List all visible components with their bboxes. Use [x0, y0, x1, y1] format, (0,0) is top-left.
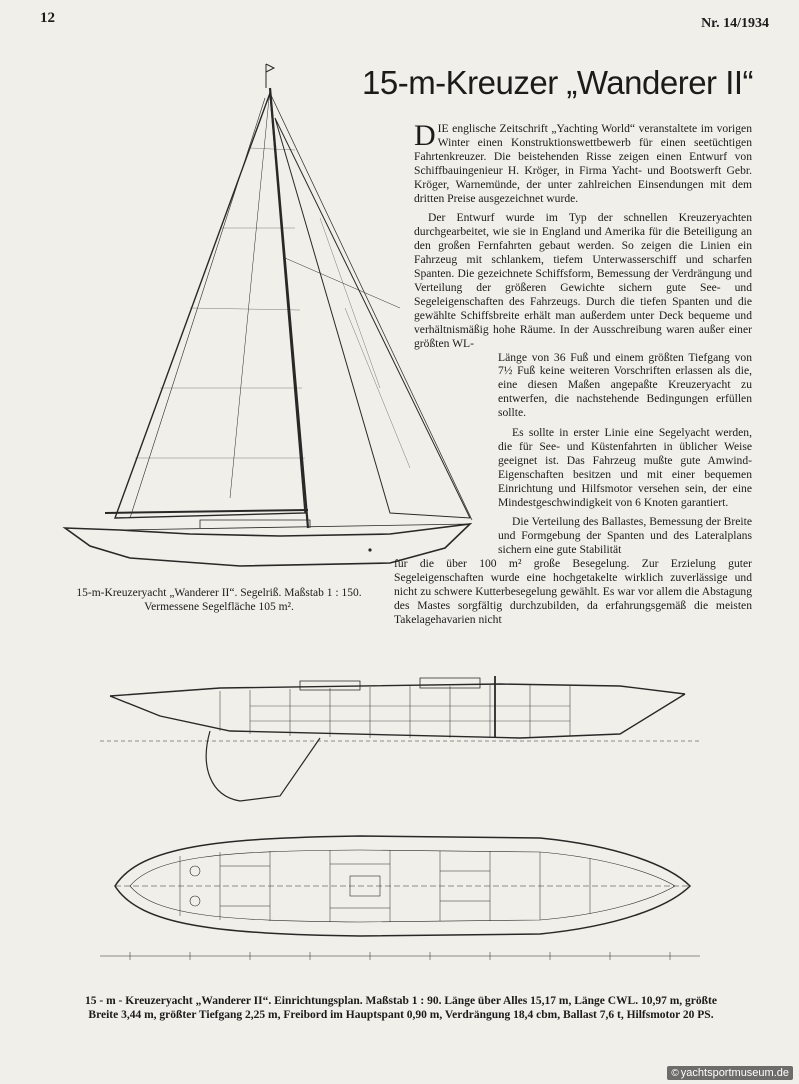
- plan-caption-line-2: Breite 3,44 m, größter Tiefgang 2,25 m, Freibord im Hauptspant 0,90 m, Verdrängung 18,4 cbm, Ballast 7,6 t, Hilfsmotor 20 PS.: [88, 1009, 714, 1021]
- paragraph-4: Die Verteilung des Ballastes, Bemessung der Breite und Formgebung der Spanten und des Lateralplans sichern eine gute Stabilität: [498, 515, 752, 557]
- sail-caption-line-1: 15-m-Kreuzeryacht „Wanderer II“. Segelriß. Maßstab 1 : 150.: [76, 587, 362, 599]
- copyright-icon: ©: [671, 1068, 679, 1079]
- sail-caption-line-2: Vermessene Segelfläche 105 m².: [144, 601, 294, 613]
- article-title: 15-m-Kreuzer „Wanderer II“: [362, 64, 754, 101]
- sail-plan-caption: [44, 586, 394, 614]
- page-number: 12: [40, 10, 55, 26]
- arrangement-plan-drawing: [100, 676, 700, 978]
- arrangement-plan-caption: [40, 994, 762, 1022]
- credit-text: yachtsportmuseum.de: [680, 1067, 789, 1079]
- dropcap-letter: D: [414, 119, 436, 152]
- paragraph-1: IE englische Zeitschrift „Yachting World“ veranstaltete im vorigen Winter einen Konstruktionswettbewerb für einen seetüchtigen Fahrtenkreuzer. Die beistehenden Risse zeigen einen Entwurf von Schiffbauingenieur H. Kröger, in Firma Yacht- und Bootswerft Gebr. Kröger, Warnemünde, der unter zahlreichen Einsendungen mit dem dritten Preise ausgezeichnet wurde.: [414, 122, 752, 205]
- issue-number: Nr. 14/1934: [701, 16, 769, 31]
- plan-caption-line-1: 15 - m - Kreuzeryacht „Wanderer II“. Einrichtungsplan. Maßstab 1 : 90. Länge über Alles 15,17 m, Länge CWL. 10,97 m, größte: [85, 995, 717, 1007]
- article-body: [394, 119, 752, 633]
- paragraph-4-continued: für die über 100 m² große Besegelung. Zur Erzielung guter Segeleigenschaften wurde eine hochgetakelte wirklich zuverlässige und nicht zu schwere Kutterbesegelung gewählt. Es war vor allem die Abstagung des Mastes sorgfältig durchzubilden, da erfahrungsgemäß die meisten Takelagehavarien nicht: [394, 557, 752, 626]
- paragraph-3: Es sollte in erster Linie eine Segelyacht werden, die für See- und Küstenfahrten in üblicher Weise geeignet ist. Das Fahrzeug mußte gute Amwind-Eigenschaften besitzen und mit einer bequemen Einrichtung und Hilfsmotor versehen sein, der eine Mindestgeschwindigkeit von 6 Knoten garantiert.: [498, 426, 752, 509]
- paragraph-2: Der Entwurf wurde im Typ der schnellen Kreuzeryachten durchgearbeitet, wie sie in England und Amerika für die Beteiligung an den großen Fernfahrten gebaut werden. So zeigen die Linien ein Fahrzeug mit schlankem, tiefem Unterwasserschiff und scharfen Spanten. Die gezeichnete Schiffsform, Bemessung der Verdrängung und Verteilung der größeren Gewichte sichern gute See- und Segeleigenschaften des Fahrzeugs. Durch die tiefen Spanten und die gewählte Schiffsbreite erhält man außerdem unter Deck bequeme und verhältnismäßig hohe Räume. In der Ausschreibung waren außer einer größten WL-: [414, 211, 752, 350]
- watermark-credit: [667, 1066, 793, 1080]
- paragraph-2-continued: Länge von 36 Fuß und einem größten Tiefgang von 7½ Fuß keine weiteren Vorschriften erlassen als die, eine diesen Maßen angepaßte Kreuzeryacht zu entwerfen, die nachstehende Bedingungen erfüllen sollte.: [498, 350, 752, 420]
